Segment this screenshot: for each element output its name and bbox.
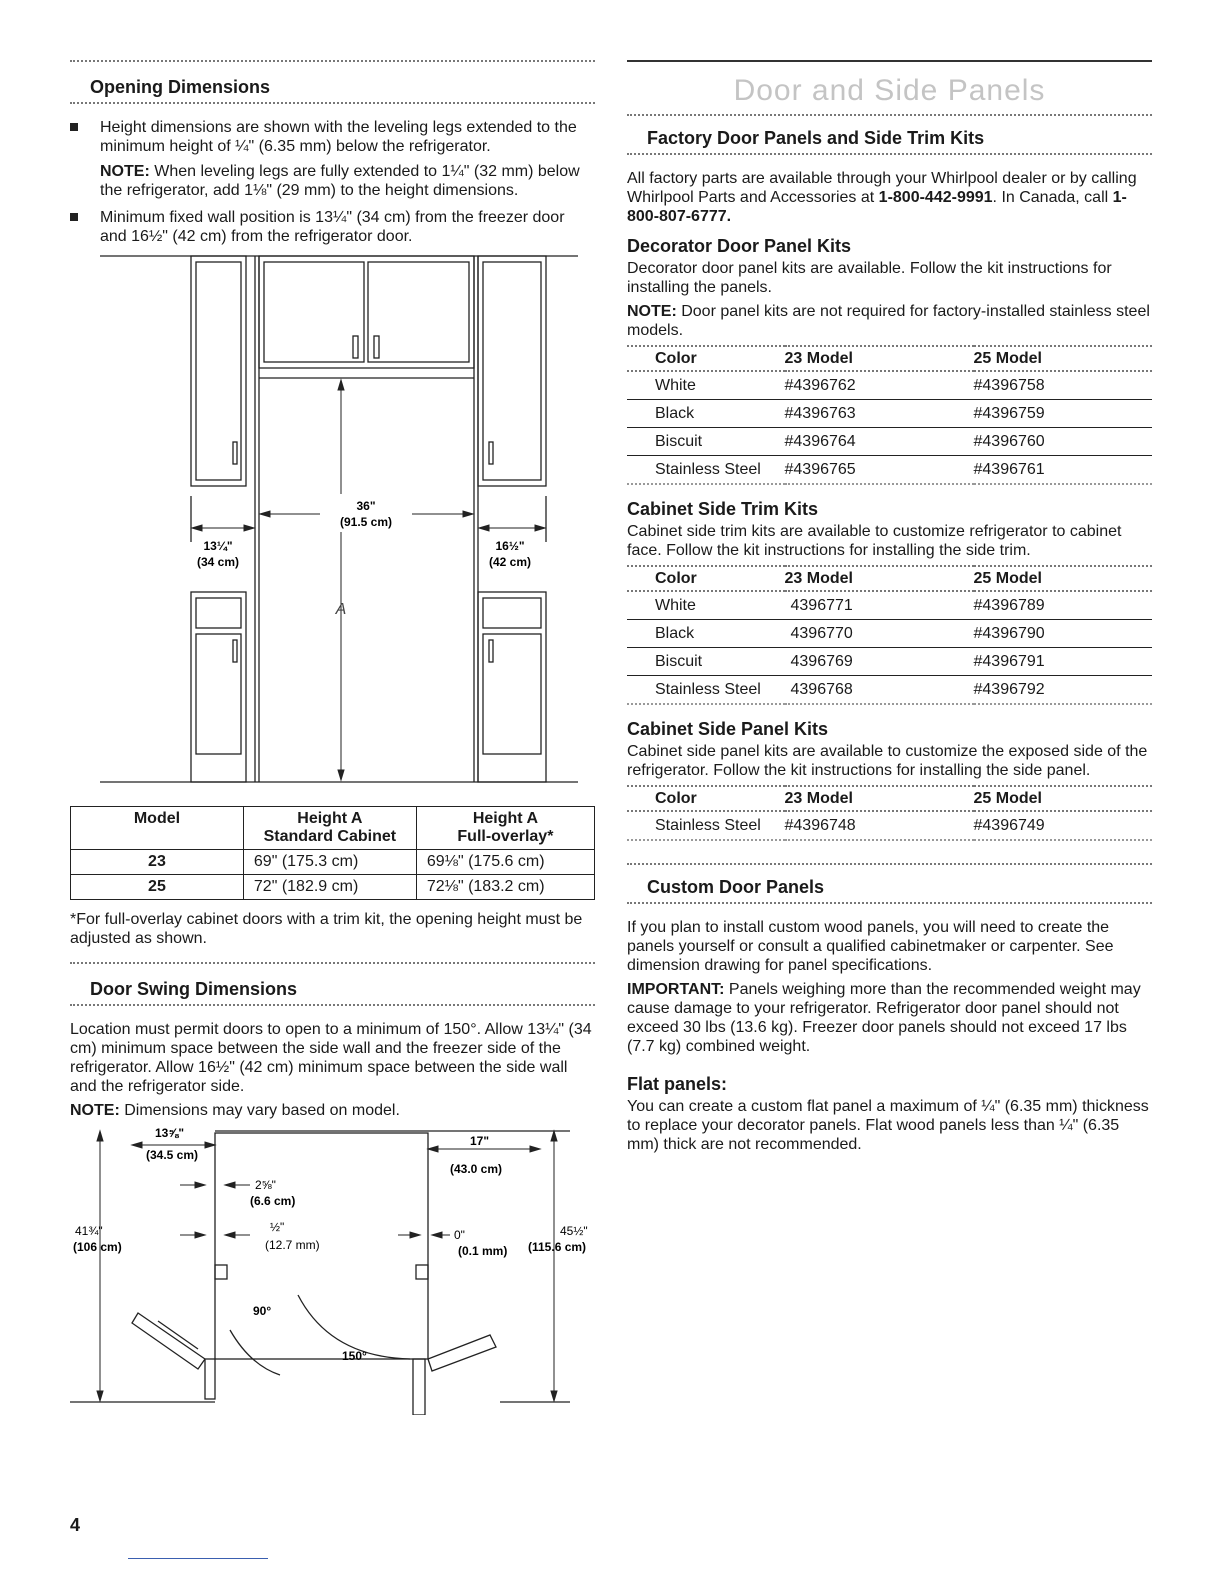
right-column [627,60,1152,1159]
dim-17: 17" [470,1134,490,1148]
table-row: White 4396771 #4396789 [627,591,1152,620]
table-row: 25 72" (182.9 cm) 72⅛" (183.2 cm) [71,875,595,900]
right-gap-label: 16½" [495,539,525,553]
table-row: Biscuit 4396769 #4396791 [627,648,1152,676]
table-row: 23 69" (175.3 cm) 69⅛" (175.6 cm) [71,850,595,875]
side-panel-text: Cabinet side panel kits are available to customize the exposed side of the refrigerator. Follow the kit instructions for installing the side panel. [627,743,1148,779]
dim-2-5-8: 2⅝" [255,1178,276,1192]
overlay-footnote: *For full-overlay cabinet doors with a trim kit, the opening height must be adjusted as shown. [70,911,583,947]
factory-text: All factory parts are available through your Whirlpool dealer or by calling Whirlpool Parts and Accessories at 1-800-442-9991. In Canada, call 1-800-807-6777. [627,170,1137,225]
table-row: Black #4396763 #4396759 [627,400,1152,428]
left-gap-label: 13¼" [203,539,233,553]
dim-13-5-8: 13⅝" [155,1126,185,1140]
opening-dimensions-heading: Opening Dimensions [90,77,271,97]
section-divider [70,1004,595,1006]
dim-17-metric: (43.0 cm) [450,1162,503,1176]
side-panel-heading: Cabinet Side Panel Kits [627,719,829,739]
opening-bullet-list-2 [70,208,595,246]
section-divider [627,902,1152,904]
door-swing-text: Location must permit doors to open to a minimum of 150°. Allow 13¼" (34 cm) minimum space between the side wall and the freezer side of the refrigerator. Allow 16½" (42 cm) minimum space between the side wall and the refrigerator side. [70,1021,592,1095]
custom-text: If you plan to install custom wood panels, you will need to create the panels yourself or consult a qualified cabinetmaker or carpenter. See dimension drawing for panel specifications. [627,919,1114,974]
dim-half: ½" [270,1220,285,1234]
table-row: Biscuit #4396764 #4396760 [627,428,1152,456]
angle-150: 150° [342,1349,367,1363]
flat-panels-text: You can create a custom flat panel a maximum of ¼" (6.35 mm) thickness to replace your decorator panels. Flat wood panels less than ¼" (6.35 mm) thick are not recommended. [627,1098,1149,1153]
table-row: White #4396762 #4396758 [627,371,1152,400]
factory-panels-heading: Factory Door Panels and Side Trim Kits [647,128,985,148]
list-item: Minimum fixed wall position is 13¼" (34 cm) from the freezer door and 16½" (42 cm) from the refrigerator door. [70,208,595,246]
angle-90: 90° [253,1304,272,1318]
table-header: Height A Full-overlay* [416,807,594,850]
dim-45-1-2-metric: (115.6 cm) [528,1240,587,1254]
opening-dimensions-diagram [70,252,595,792]
door-swing-diagram [70,1125,595,1415]
section-divider [70,102,595,104]
door-swing-heading: Door Swing Dimensions [90,979,298,999]
table-row: Stainless Steel #4396748 #4396749 [627,811,1152,840]
trim-table: Color 23 Model 25 Model White 4396771 #4396789 Black 4396770 #4396790 Biscuit 4396769 #4396791 Stainless Steel 4396768 #4396792 [627,565,1152,705]
door-swing-note: NOTE: Dimensions may vary based on model. [70,1102,400,1119]
side-panel-table: Color 23 Model 25 Model Stainless Steel #4396748 #4396749 [627,785,1152,841]
section-divider [627,153,1152,155]
decorator-text: Decorator door panel kits are available. Follow the kit instructions for installing the panels. [627,260,1112,296]
left-column [70,60,595,1415]
table-row: Stainless Steel #4396765 #4396761 [627,456,1152,485]
dim-0: 0" [454,1228,465,1242]
bullet-icon [70,213,78,221]
dim-41-3-4-metric: (106 cm) [73,1240,122,1254]
custom-panels-heading: Custom Door Panels [647,877,825,897]
dim-13-5-8-metric: (34.5 cm) [146,1148,199,1162]
footer-rule [128,1558,268,1559]
leveling-note: NOTE: When leveling legs are fully extended to 1¼" (32 mm) below the refrigerator, add 1⅛" (29 mm) to the height dimensions. [100,163,580,199]
table-header: Model [71,807,244,850]
table-header: Height A Standard Cabinet [243,807,416,850]
height-table [70,806,595,900]
important-note: IMPORTANT: Panels weighing more than the recommended weight may cause damage to your refrigerator. Refrigerator door panel should not exceed 30 lbs (13.6 kg). Freezer door panels should not exceed 17 lbs (7.7 kg) combined weight. [627,981,1141,1055]
left-gap-metric: (34 cm) [196,555,240,569]
decorator-table: Color 23 Model 25 Model White #4396762 #4396758 Black #4396763 #4396759 Biscuit #4396764 #4396760 Stainless Steel #4396765 #4396761 [627,345,1152,485]
table-row: Black 4396770 #4396790 [627,620,1152,648]
page-number: 4 [70,1515,81,1535]
table-row: Stainless Steel 4396768 #4396792 [627,676,1152,705]
trim-heading: Cabinet Side Trim Kits [627,499,819,519]
trim-text: Cabinet side trim kits are available to customize refrigerator to cabinet face. Follow the kit instructions for installing the side trim. [627,523,1122,559]
height-a-label: A [335,601,347,618]
right-gap-metric: (42 cm) [488,555,532,569]
list-item: Height dimensions are shown with the leveling legs extended to the minimum height of ¼" (6.35 mm) below the refrigerator. [70,118,595,156]
dim-45-1-2: 45½" [560,1224,588,1238]
dim-41-3-4: 41¾" [75,1224,103,1238]
flat-panels-heading: Flat panels: [627,1074,728,1094]
dim-2-5-8-metric: (6.6 cm) [250,1194,296,1208]
opening-bullet-list [70,118,595,156]
panels-title: Door and Side Panels [733,74,1046,107]
width-label: 36" [356,499,376,513]
dim-half-metric: (12.7 mm) [265,1238,320,1252]
bullet-icon [70,123,78,131]
decorator-note: NOTE: Door panel kits are not required for factory-installed stainless steel models. [627,303,1150,339]
dim-0-metric: (0.1 mm) [458,1244,508,1258]
decorator-heading: Decorator Door Panel Kits [627,236,852,256]
width-metric: (91.5 cm) [339,515,393,529]
